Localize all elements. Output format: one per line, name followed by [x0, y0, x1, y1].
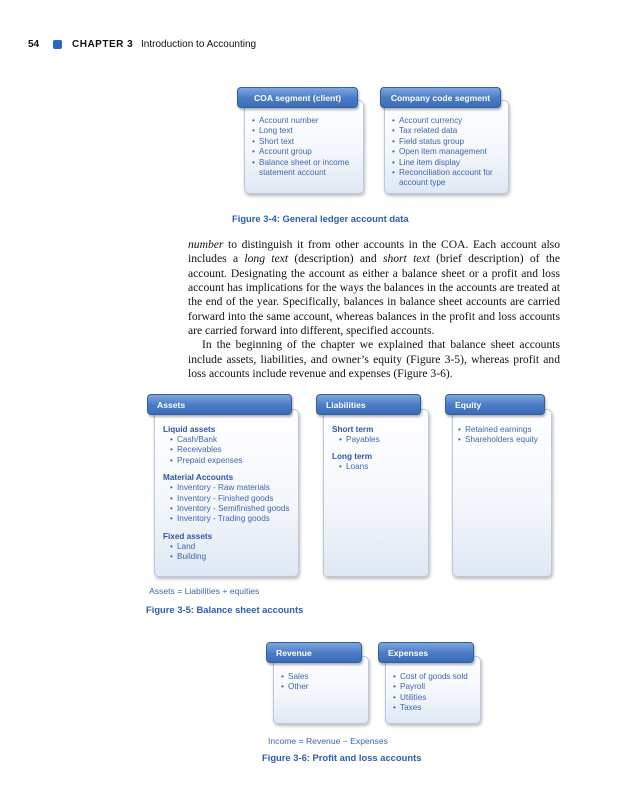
liabilities-box	[323, 409, 429, 577]
figure-3-6-caption: Figure 3-6: Profit and loss accounts	[262, 752, 422, 763]
list-item: • Retained earnings	[458, 425, 552, 435]
list-item: • Building	[170, 552, 297, 562]
expenses-box	[385, 656, 481, 724]
list-item: • Field status group	[392, 137, 507, 147]
expenses-title: Expenses	[378, 642, 474, 663]
list-item: • Inventory - Trading goods	[170, 514, 297, 524]
figure-3-4-caption: Figure 3-4: General ledger account data	[232, 213, 409, 224]
income-formula: Income = Revenue − Expenses	[268, 736, 388, 746]
page-number: 54	[28, 39, 40, 50]
list-item: • Account group	[252, 147, 362, 157]
list-item: • Taxes	[393, 703, 481, 713]
list-item: • Cash/Bank	[170, 435, 297, 445]
group-heading: Long term	[332, 452, 373, 462]
group-heading: Material Accounts	[163, 473, 234, 483]
company-code-segment-list	[392, 116, 507, 189]
list-item: • Payables	[339, 435, 428, 445]
list-item: • Land	[170, 542, 297, 552]
list-item: • Sales	[281, 672, 367, 682]
equity-box	[452, 409, 552, 577]
list-item: • Tax related data	[392, 126, 507, 136]
liability-group	[332, 424, 428, 445]
equity-list	[458, 425, 552, 446]
list-item: • Long text	[252, 126, 362, 136]
list-item: • Line item display	[392, 158, 507, 168]
balance-sheet-formula: Assets = Liabilities + equities	[149, 586, 260, 596]
asset-group	[163, 472, 297, 525]
revenue-box	[273, 656, 369, 724]
chapter-marker	[53, 40, 62, 49]
asset-group	[163, 424, 297, 466]
company-code-segment-title: Company code segment	[380, 87, 501, 108]
list-item: • Prepaid expenses	[170, 456, 297, 466]
company-code-segment-box	[384, 100, 509, 194]
list-item: • Inventory - Finished goods	[170, 494, 297, 504]
paragraph-2: In the beginning of the chapter we explained that balance sheet accounts include assets, liabilities, and owner’s equity (Figure 3-5), whereas profit and loss accounts include revenue and expenses (Figure 3-6).	[188, 338, 560, 381]
assets-box	[154, 409, 299, 577]
coa-segment-title: COA segment (client)	[237, 87, 358, 108]
revenue-list	[281, 672, 367, 693]
expenses-list	[393, 672, 481, 714]
list-item: • Inventory - Semifinished goods	[170, 504, 297, 514]
list-item: • Reconciliation account for account type	[392, 168, 507, 189]
figure-3-5-caption: Figure 3-5: Balance sheet accounts	[146, 604, 304, 615]
group-heading: Short term	[332, 425, 374, 434]
equity-title: Equity	[445, 394, 545, 415]
list-item: • Short text	[252, 137, 362, 147]
list-item: • Balance sheet or income statement account	[252, 158, 362, 179]
liabilities-title: Liabilities	[316, 394, 421, 415]
list-item: • Loans	[339, 462, 428, 472]
chapter-label: CHAPTER 3	[72, 39, 134, 50]
list-item: • Other	[281, 682, 367, 692]
list-item: • Inventory - Raw materials	[170, 483, 297, 493]
asset-group	[163, 531, 297, 563]
chapter-title: Introduction to Accounting	[141, 39, 257, 50]
group-heading: Liquid assets	[163, 425, 216, 434]
paragraph-1: number to distinguish it from other accounts in the COA. Each account also includes a long text (description) and short text (brief description) of the account. Designating the account as either a balance sheet or a profit and loss account has implications for the ways the balances in the accounts are treated at the end of the year. Specifically, balances in balance sheet accounts are carried forward into the same account, whereas balances in the profit and loss accounts are carried forward into different, specified accounts.	[188, 238, 560, 338]
list-item: • Cost of goods sold	[393, 672, 481, 682]
coa-segment-list	[252, 116, 362, 178]
list-item: • Receivables	[170, 445, 297, 455]
liability-group	[332, 451, 428, 472]
list-item: • Open item management	[392, 147, 507, 157]
group-heading: Fixed assets	[163, 531, 213, 541]
assets-title: Assets	[147, 394, 292, 415]
body-text	[188, 238, 560, 381]
coa-segment-box	[244, 100, 364, 194]
list-item: • Account currency	[392, 116, 507, 126]
list-item: • Payroll	[393, 682, 481, 692]
list-item: • Utilities	[393, 693, 481, 703]
list-item: • Shareholders equity	[458, 435, 552, 445]
list-item: • Account number	[252, 116, 362, 126]
revenue-title: Revenue	[266, 642, 362, 663]
